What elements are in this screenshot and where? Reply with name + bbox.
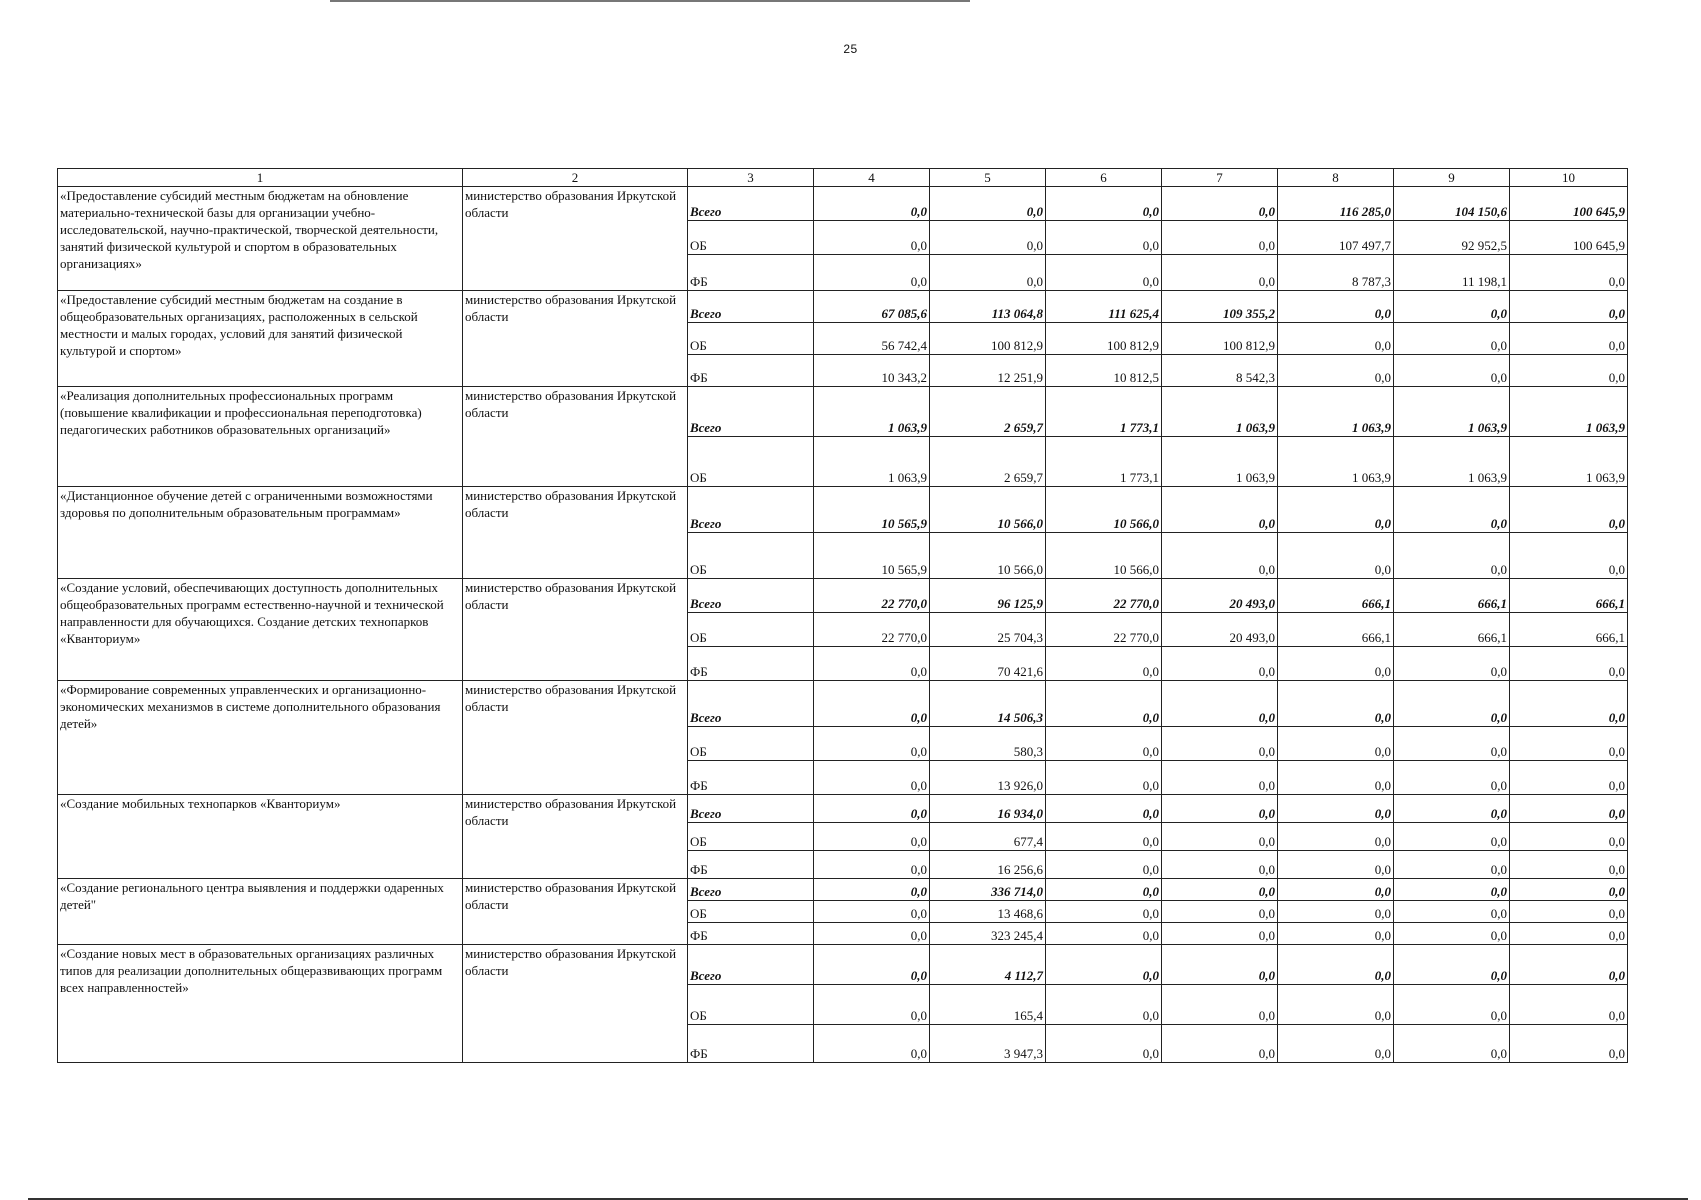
responsible-organization: министерство образования Иркутской области [463, 795, 688, 879]
amount-cell: 0,0 [1046, 255, 1162, 291]
amount-cell: 0,0 [1510, 901, 1628, 923]
responsible-organization: министерство образования Иркутской области [463, 879, 688, 945]
amount-cell: 107 497,7 [1278, 221, 1394, 255]
amount-cell: 0,0 [1278, 901, 1394, 923]
amount-cell: 666,1 [1510, 613, 1628, 647]
amount-cell: 0,0 [1046, 851, 1162, 879]
amount-cell: 0,0 [1394, 945, 1510, 985]
amount-cell: 0,0 [1046, 901, 1162, 923]
amount-cell: 0,0 [814, 923, 930, 945]
responsible-organization: министерство образования Иркутской области [463, 187, 688, 291]
amount-cell: 0,0 [814, 221, 930, 255]
amount-cell: 0,0 [1510, 823, 1628, 851]
amount-cell: 0,0 [1162, 879, 1278, 901]
amount-cell: 0,0 [1278, 487, 1394, 533]
amount-cell: 0,0 [1278, 647, 1394, 681]
amount-cell: 0,0 [1278, 1025, 1394, 1063]
amount-cell: 0,0 [1510, 851, 1628, 879]
amount-cell: 0,0 [1394, 323, 1510, 355]
amount-cell: 0,0 [814, 823, 930, 851]
amount-cell: 0,0 [1394, 647, 1510, 681]
amount-cell: 0,0 [1278, 681, 1394, 727]
amount-cell: 0,0 [814, 727, 930, 761]
amount-cell: 0,0 [1162, 533, 1278, 579]
amount-cell: 0,0 [1510, 355, 1628, 387]
column-header: 8 [1278, 169, 1394, 187]
amount-cell: 10 565,9 [814, 487, 930, 533]
amount-cell: 0,0 [1510, 985, 1628, 1025]
table-row-total [58, 387, 1628, 437]
amount-cell: 677,4 [930, 823, 1046, 851]
responsible-organization: министерство образования Иркутской области [463, 579, 688, 681]
amount-cell: 0,0 [814, 879, 930, 901]
amount-cell: 116 285,0 [1278, 187, 1394, 221]
amount-cell: 1 773,1 [1046, 387, 1162, 437]
amount-cell: 2 659,7 [930, 437, 1046, 487]
amount-cell: 0,0 [1394, 533, 1510, 579]
table-row-total [58, 681, 1628, 727]
funding-source: ОБ [688, 221, 814, 255]
responsible-organization: министерство образования Иркутской области [463, 945, 688, 1063]
amount-cell: 0,0 [1162, 923, 1278, 945]
amount-cell: 11 198,1 [1394, 255, 1510, 291]
funding-source: ОБ [688, 533, 814, 579]
amount-cell: 0,0 [1394, 985, 1510, 1025]
amount-cell: 0,0 [1394, 727, 1510, 761]
amount-cell: 0,0 [1510, 533, 1628, 579]
table-row-total [58, 487, 1628, 533]
amount-cell: 22 770,0 [814, 579, 930, 613]
amount-cell: 0,0 [1162, 255, 1278, 291]
amount-cell: 0,0 [1162, 221, 1278, 255]
measure-name: «Предоставление субсидий местным бюджетам на обновление материально-технической базы для организации учебно-исследовательской, научно-практической, творческой деятельности, занятий физической культурой и спортом в образовательных организациях» [58, 187, 463, 291]
amount-cell: 0,0 [1162, 823, 1278, 851]
amount-cell: 13 926,0 [930, 761, 1046, 795]
amount-cell: 10 343,2 [814, 355, 930, 387]
amount-cell: 0,0 [1278, 945, 1394, 985]
amount-cell: 0,0 [1162, 795, 1278, 823]
amount-cell: 0,0 [1278, 761, 1394, 795]
responsible-organization: министерство образования Иркутской области [463, 487, 688, 579]
amount-cell: 0,0 [930, 221, 1046, 255]
amount-cell: 10 566,0 [930, 487, 1046, 533]
scan-edge-line [330, 0, 970, 2]
amount-cell: 0,0 [1510, 647, 1628, 681]
funding-source: Всего [688, 487, 814, 533]
measure-name: «Формирование современных управленческих и организационно-экономических механизмов в системе дополнительного образования детей» [58, 681, 463, 795]
funding-source: ФБ [688, 255, 814, 291]
column-header: 1 [58, 169, 463, 187]
amount-cell: 1 773,1 [1046, 437, 1162, 487]
table-row-total [58, 879, 1628, 901]
table-row-total [58, 291, 1628, 323]
amount-cell: 0,0 [814, 985, 930, 1025]
amount-cell: 0,0 [1510, 795, 1628, 823]
funding-source: ФБ [688, 647, 814, 681]
amount-cell: 0,0 [1394, 355, 1510, 387]
funding-source: Всего [688, 187, 814, 221]
amount-cell: 0,0 [1278, 823, 1394, 851]
amount-cell: 0,0 [1278, 851, 1394, 879]
amount-cell: 0,0 [1394, 923, 1510, 945]
amount-cell: 0,0 [1162, 901, 1278, 923]
funding-source: Всего [688, 945, 814, 985]
table-body [58, 187, 1628, 1063]
column-header: 7 [1162, 169, 1278, 187]
measure-name: «Дистанционное обучение детей с ограниченными возможностями здоровья по дополнительным образовательным программам» [58, 487, 463, 579]
amount-cell: 0,0 [1046, 221, 1162, 255]
funding-source: ОБ [688, 437, 814, 487]
amount-cell: 0,0 [814, 1025, 930, 1063]
amount-cell: 1 063,9 [1162, 437, 1278, 487]
amount-cell: 25 704,3 [930, 613, 1046, 647]
amount-cell: 0,0 [1394, 291, 1510, 323]
column-header: 6 [1046, 169, 1162, 187]
amount-cell: 666,1 [1394, 579, 1510, 613]
amount-cell: 67 085,6 [814, 291, 930, 323]
funding-source: ФБ [688, 761, 814, 795]
amount-cell: 0,0 [1046, 945, 1162, 985]
amount-cell: 56 742,4 [814, 323, 930, 355]
amount-cell: 0,0 [1510, 923, 1628, 945]
page-number: 25 [843, 42, 858, 56]
amount-cell: 16 934,0 [930, 795, 1046, 823]
amount-cell: 1 063,9 [1510, 387, 1628, 437]
amount-cell: 0,0 [1162, 985, 1278, 1025]
measure-name: «Создание мобильных технопарков «Кванториум» [58, 795, 463, 879]
amount-cell: 165,4 [930, 985, 1046, 1025]
amount-cell: 22 770,0 [1046, 613, 1162, 647]
amount-cell: 666,1 [1394, 613, 1510, 647]
amount-cell: 0,0 [1046, 795, 1162, 823]
amount-cell: 0,0 [1394, 681, 1510, 727]
amount-cell: 14 506,3 [930, 681, 1046, 727]
table-row-total [58, 579, 1628, 613]
amount-cell: 0,0 [1046, 985, 1162, 1025]
budget-table [57, 168, 1628, 1063]
amount-cell: 0,0 [1046, 681, 1162, 727]
amount-cell: 0,0 [1510, 761, 1628, 795]
funding-source: ОБ [688, 985, 814, 1025]
responsible-organization: министерство образования Иркутской области [463, 681, 688, 795]
funding-source: ФБ [688, 851, 814, 879]
funding-source: ФБ [688, 1025, 814, 1063]
amount-cell: 0,0 [814, 255, 930, 291]
responsible-organization: министерство образования Иркутской области [463, 387, 688, 487]
amount-cell: 0,0 [1278, 291, 1394, 323]
measure-name: «Создание условий, обеспечивающих доступность дополнительных общеобразовательных программ естественно-научной и технической направленности для обучающихся. Создание детских технопарков «Кванториум» [58, 579, 463, 681]
responsible-organization: министерство образования Иркутской области [463, 291, 688, 387]
funding-source: Всего [688, 579, 814, 613]
measure-name: «Реализация дополнительных профессиональных программ (повышение квалификации и профессиональная переподготовка) педагогических работников образовательных организаций» [58, 387, 463, 487]
amount-cell: 0,0 [1278, 923, 1394, 945]
amount-cell: 0,0 [1510, 255, 1628, 291]
amount-cell: 0,0 [1394, 823, 1510, 851]
funding-source: ФБ [688, 355, 814, 387]
amount-cell: 70 421,6 [930, 647, 1046, 681]
amount-cell: 22 770,0 [814, 613, 930, 647]
amount-cell: 8 787,3 [1278, 255, 1394, 291]
amount-cell: 1 063,9 [814, 387, 930, 437]
funding-source: Всего [688, 681, 814, 727]
amount-cell: 10 812,5 [1046, 355, 1162, 387]
amount-cell: 0,0 [814, 647, 930, 681]
funding-source: ОБ [688, 613, 814, 647]
funding-source: Всего [688, 879, 814, 901]
amount-cell: 0,0 [1046, 823, 1162, 851]
column-header: 5 [930, 169, 1046, 187]
amount-cell: 100 645,9 [1510, 221, 1628, 255]
measure-name: «Создание новых мест в образовательных организациях различных типов для реализации дополнительных общеразвивающих программ всех направленностей» [58, 945, 463, 1063]
amount-cell: 0,0 [1278, 985, 1394, 1025]
amount-cell: 0,0 [1046, 187, 1162, 221]
amount-cell: 0,0 [1510, 879, 1628, 901]
measure-name: «Предоставление субсидий местным бюджетам на создание в общеобразовательных организациях, расположенных в сельской местности и малых городах, условий для занятий физической культурой и спортом» [58, 291, 463, 387]
amount-cell: 1 063,9 [1510, 437, 1628, 487]
amount-cell: 0,0 [1162, 681, 1278, 727]
amount-cell: 1 063,9 [1162, 387, 1278, 437]
column-header: 4 [814, 169, 930, 187]
amount-cell: 0,0 [1046, 923, 1162, 945]
amount-cell: 96 125,9 [930, 579, 1046, 613]
amount-cell: 0,0 [814, 681, 930, 727]
amount-cell: 666,1 [1510, 579, 1628, 613]
amount-cell: 0,0 [1162, 647, 1278, 681]
amount-cell: 0,0 [814, 945, 930, 985]
amount-cell: 0,0 [1278, 879, 1394, 901]
amount-cell: 0,0 [814, 851, 930, 879]
column-header: 2 [463, 169, 688, 187]
amount-cell: 13 468,6 [930, 901, 1046, 923]
amount-cell: 3 947,3 [930, 1025, 1046, 1063]
amount-cell: 12 251,9 [930, 355, 1046, 387]
column-number-row [58, 169, 1628, 187]
amount-cell: 0,0 [1162, 761, 1278, 795]
amount-cell: 0,0 [1278, 323, 1394, 355]
amount-cell: 0,0 [814, 187, 930, 221]
amount-cell: 0,0 [814, 901, 930, 923]
amount-cell: 0,0 [1046, 727, 1162, 761]
amount-cell: 104 150,6 [1394, 187, 1510, 221]
amount-cell: 0,0 [1394, 795, 1510, 823]
amount-cell: 8 542,3 [1162, 355, 1278, 387]
measure-name: «Создание регионального центра выявления и поддержки одаренных детей" [58, 879, 463, 945]
funding-source: ОБ [688, 727, 814, 761]
funding-source: ОБ [688, 823, 814, 851]
amount-cell: 0,0 [930, 187, 1046, 221]
amount-cell: 0,0 [1162, 727, 1278, 761]
amount-cell: 4 112,7 [930, 945, 1046, 985]
amount-cell: 0,0 [930, 255, 1046, 291]
amount-cell: 580,3 [930, 727, 1046, 761]
table-row-total [58, 945, 1628, 985]
amount-cell: 0,0 [1162, 487, 1278, 533]
amount-cell: 113 064,8 [930, 291, 1046, 323]
amount-cell: 100 812,9 [930, 323, 1046, 355]
amount-cell: 100 812,9 [1046, 323, 1162, 355]
amount-cell: 1 063,9 [814, 437, 930, 487]
amount-cell: 323 245,4 [930, 923, 1046, 945]
amount-cell: 0,0 [1046, 761, 1162, 795]
amount-cell: 0,0 [1162, 187, 1278, 221]
funding-source: ОБ [688, 901, 814, 923]
amount-cell: 0,0 [1510, 945, 1628, 985]
amount-cell: 20 493,0 [1162, 579, 1278, 613]
amount-cell: 0,0 [1278, 533, 1394, 579]
amount-cell: 20 493,0 [1162, 613, 1278, 647]
amount-cell: 1 063,9 [1278, 387, 1394, 437]
funding-source: Всего [688, 387, 814, 437]
amount-cell: 0,0 [1162, 851, 1278, 879]
amount-cell: 0,0 [1046, 647, 1162, 681]
amount-cell: 0,0 [1510, 323, 1628, 355]
amount-cell: 0,0 [1278, 727, 1394, 761]
amount-cell: 0,0 [1510, 487, 1628, 533]
amount-cell: 0,0 [1162, 945, 1278, 985]
amount-cell: 22 770,0 [1046, 579, 1162, 613]
amount-cell: 0,0 [1046, 1025, 1162, 1063]
amount-cell: 10 565,9 [814, 533, 930, 579]
amount-cell: 0,0 [1510, 1025, 1628, 1063]
amount-cell: 0,0 [1510, 727, 1628, 761]
amount-cell: 666,1 [1278, 613, 1394, 647]
amount-cell: 1 063,9 [1394, 437, 1510, 487]
amount-cell: 0,0 [1394, 1025, 1510, 1063]
amount-cell: 16 256,6 [930, 851, 1046, 879]
amount-cell: 92 952,5 [1394, 221, 1510, 255]
table-row-total [58, 187, 1628, 221]
funding-source: Всего [688, 291, 814, 323]
amount-cell: 0,0 [1278, 355, 1394, 387]
amount-cell: 111 625,4 [1046, 291, 1162, 323]
amount-cell: 1 063,9 [1394, 387, 1510, 437]
funding-source: Всего [688, 795, 814, 823]
amount-cell: 336 714,0 [930, 879, 1046, 901]
column-header: 9 [1394, 169, 1510, 187]
amount-cell: 2 659,7 [930, 387, 1046, 437]
amount-cell: 0,0 [1278, 795, 1394, 823]
amount-cell: 10 566,0 [1046, 487, 1162, 533]
amount-cell: 109 355,2 [1162, 291, 1278, 323]
table-row-total [58, 795, 1628, 823]
amount-cell: 100 645,9 [1510, 187, 1628, 221]
amount-cell: 0,0 [1394, 851, 1510, 879]
amount-cell: 0,0 [1510, 681, 1628, 727]
amount-cell: 0,0 [1394, 761, 1510, 795]
amount-cell: 666,1 [1278, 579, 1394, 613]
funding-source: ОБ [688, 323, 814, 355]
funding-source: ФБ [688, 923, 814, 945]
amount-cell: 1 063,9 [1278, 437, 1394, 487]
amount-cell: 0,0 [814, 761, 930, 795]
amount-cell: 10 566,0 [930, 533, 1046, 579]
amount-cell: 0,0 [1394, 487, 1510, 533]
amount-cell: 100 812,9 [1162, 323, 1278, 355]
column-header: 3 [688, 169, 814, 187]
amount-cell: 10 566,0 [1046, 533, 1162, 579]
amount-cell: 0,0 [1394, 901, 1510, 923]
amount-cell: 0,0 [1162, 1025, 1278, 1063]
amount-cell: 0,0 [814, 795, 930, 823]
amount-cell: 0,0 [1046, 879, 1162, 901]
column-header: 10 [1510, 169, 1628, 187]
amount-cell: 0,0 [1510, 291, 1628, 323]
amount-cell: 0,0 [1394, 879, 1510, 901]
